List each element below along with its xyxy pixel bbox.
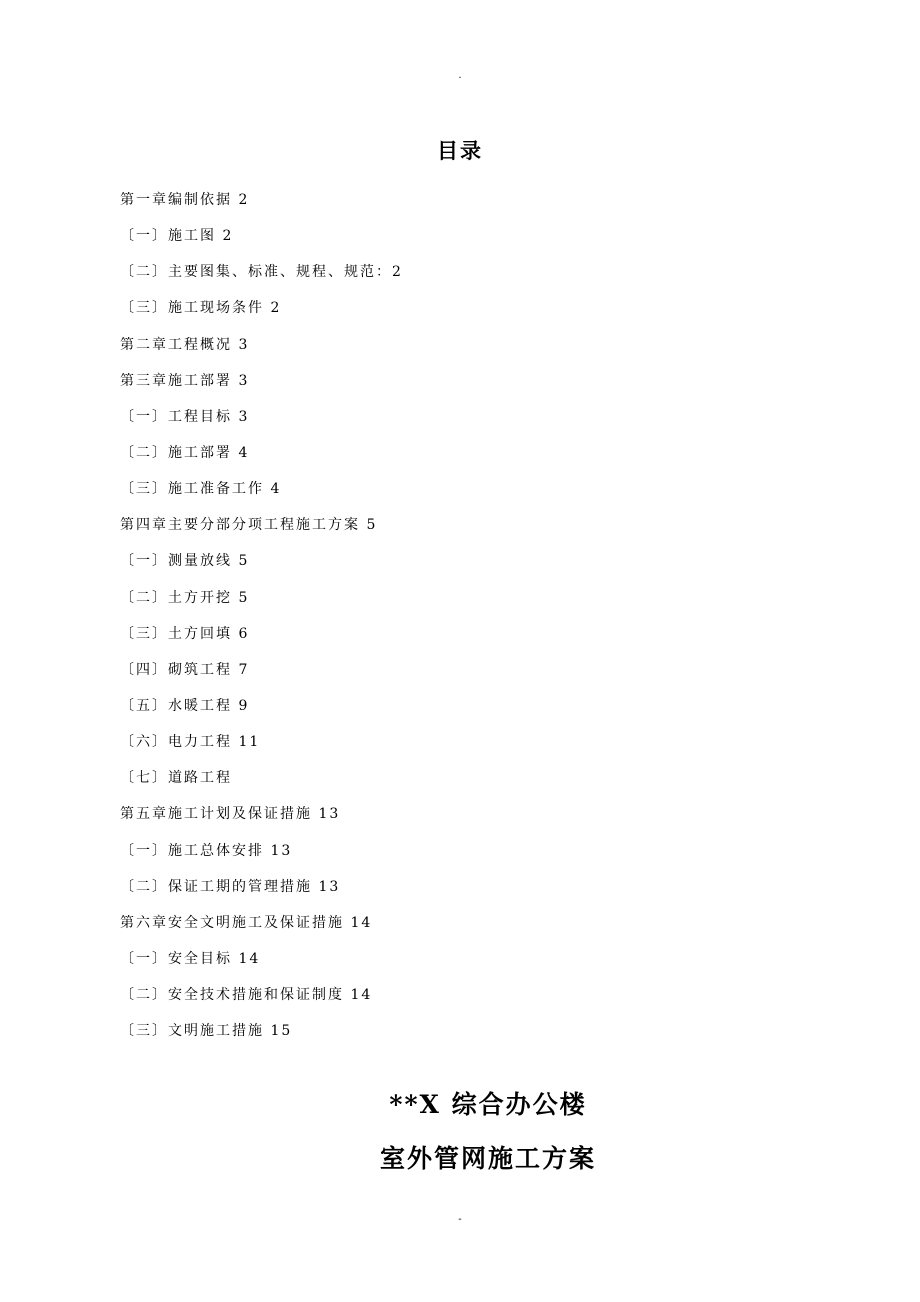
toc-item: 〔三〕文明施工措施 15 xyxy=(120,1023,293,1040)
toc-item: 〔三〕施工现场条件 2 xyxy=(120,300,282,317)
toc-item: 〔四〕砌筑工程 7 xyxy=(120,661,250,678)
toc-item: 〔一〕工程目标 3 xyxy=(120,408,250,425)
toc-item: 〔一〕安全目标 14 xyxy=(120,950,261,967)
toc-item: 〔一〕施工图 2 xyxy=(120,228,234,245)
toc-item-chapter-5: 第五章施工计划及保证措施 13 xyxy=(120,806,341,823)
toc-item-chapter-2: 第二章工程概况 3 xyxy=(120,336,250,353)
document-title-line-1: **X 综合办公楼 xyxy=(389,1090,587,1119)
footer-mark: - xyxy=(458,1214,462,1225)
header-mark: . xyxy=(458,70,462,81)
toc-item: 〔三〕土方回填 6 xyxy=(120,625,250,642)
toc-item: 〔一〕施工总体安排 13 xyxy=(120,842,293,859)
toc-item: 〔一〕测量放线 5 xyxy=(120,553,250,570)
toc-item: 〔五〕水暖工程 9 xyxy=(120,697,250,714)
toc-item: 〔二〕主要图集、标准、规程、规范：2 xyxy=(120,264,403,281)
toc-item-chapter-4: 第四章主要分部分项工程施工方案 5 xyxy=(120,517,378,534)
toc-item: 〔七〕道路工程 xyxy=(120,770,232,787)
toc-title: 目录 xyxy=(437,138,483,163)
toc-item-chapter-1: 第一章编制依据 2 xyxy=(120,192,250,208)
toc-item: 〔二〕安全技术措施和保证制度 14 xyxy=(120,987,373,1004)
toc-item: 〔六〕电力工程 11 xyxy=(120,734,261,751)
toc-item-chapter-3: 第三章施工部署 3 xyxy=(120,372,250,389)
toc-item: 〔二〕土方开挖 5 xyxy=(120,589,250,606)
table-of-contents xyxy=(120,186,820,1053)
toc-item: 〔二〕施工部署 4 xyxy=(120,444,250,461)
toc-item-chapter-6: 第六章安全文明施工及保证措施 14 xyxy=(120,914,373,931)
toc-item: 〔二〕保证工期的管理措施 13 xyxy=(120,878,341,895)
toc-item: 〔三〕施工准备工作 4 xyxy=(120,481,282,498)
document-title-line-2: 室外管网施工方案 xyxy=(379,1144,596,1173)
